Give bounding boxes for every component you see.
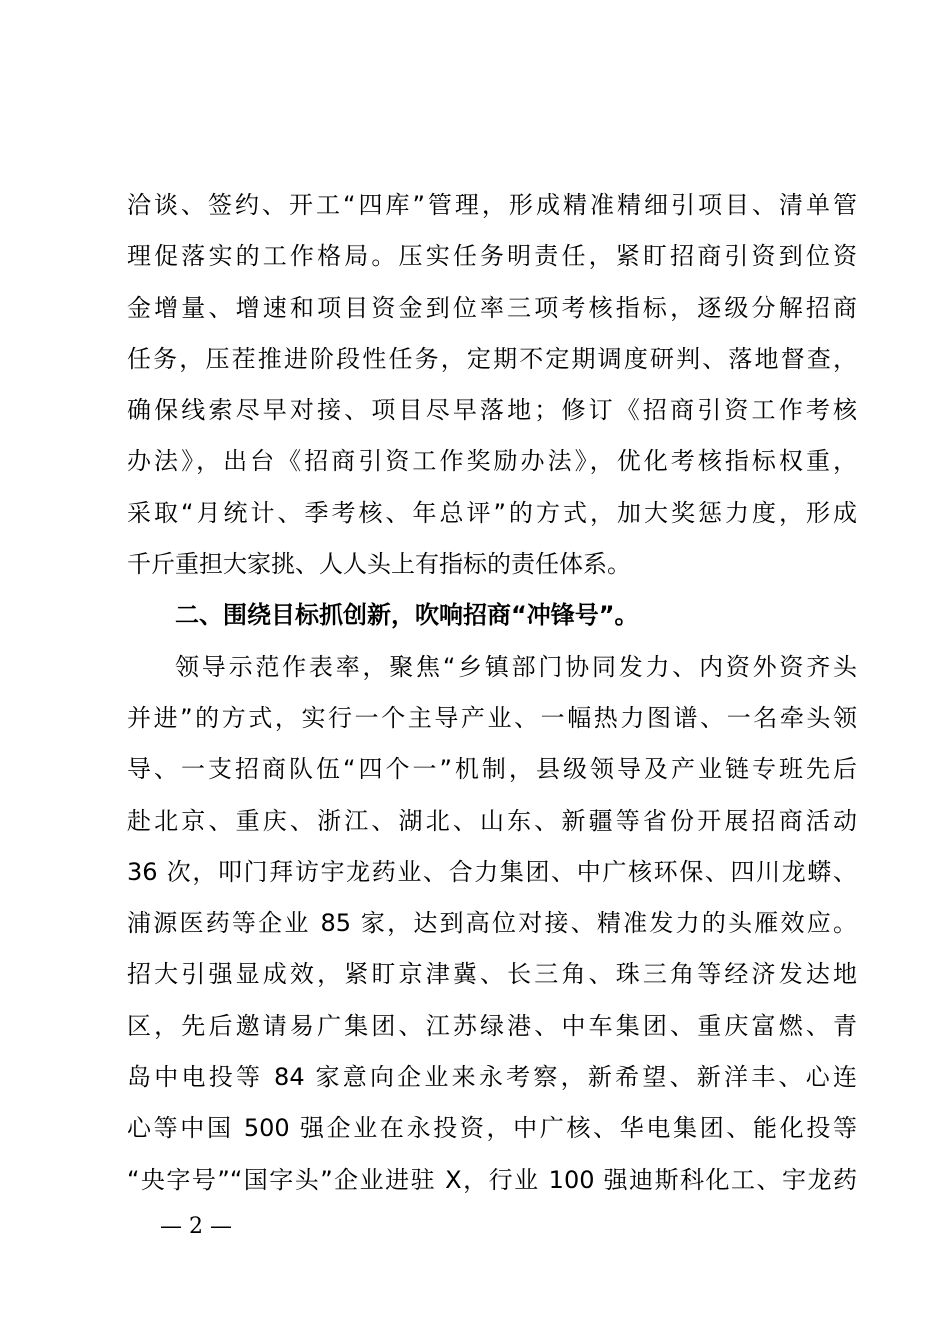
paragraph-line: 金增量、增速和项目资金到位率三项考核指标，逐级分解招商 <box>127 293 857 322</box>
paragraph-line: 领导示范作表率，聚焦“乡镇部门协同发力、内资外资齐头 <box>175 652 857 681</box>
paragraph-line: “央字号”“国字头”企业进驻 X，行业 100 强迪斯科化工、宇龙药 <box>127 1165 857 1194</box>
paragraph-line: 办法》，出台《招商引资工作奖励办法》，优化考核指标权重， <box>127 447 857 476</box>
paragraph-line: 洽谈、签约、开工“四库”管理，形成精准精细引项目、清单管 <box>127 191 857 219</box>
paragraph-line: 浦源医药等企业 85 家，达到高位对接、精准发力的头雁效应。 <box>127 909 857 938</box>
paragraph-line: 区，先后邀请易广集团、江苏绿港、中车集团、重庆富燃、青 <box>127 1011 857 1040</box>
paragraph-line: 并进”的方式，实行一个主导产业、一幅热力图谱、一名牵头领 <box>127 703 857 732</box>
paragraph-line: 千斤重担大家挑、人人头上有指标的责任体系。 <box>127 550 631 579</box>
body-text <box>127 180 857 1206</box>
paragraph-line: 招大引强显成效，紧盯京津冀、长三角、珠三角等经济发达地 <box>127 960 857 989</box>
paragraph-line: 任务，压茬推进阶段性任务，定期不定期调度研判、落地督查， <box>127 344 857 373</box>
paragraph-line: 理促落实的工作格局。压实任务明责任，紧盯招商引资到位资 <box>127 242 857 271</box>
section-heading: 二、围绕目标抓创新，吹响招商“冲锋号”。 <box>175 601 639 630</box>
paragraph-line: 36 次，叩门拜访宇龙药业、合力集团、中广核环保、四川龙蟒、 <box>127 857 857 886</box>
paragraph-line: 导、一支招商队伍“四个一”机制，县级领导及产业链专班先后 <box>127 755 857 784</box>
paragraph-line: 确保线索尽早对接、项目尽早落地；修订《招商引资工作考核 <box>127 396 857 425</box>
paragraph-line: 心等中国 500 强企业在永投资，中广核、华电集团、能化投等 <box>127 1114 857 1143</box>
page-number: — 2 — <box>160 1214 232 1239</box>
paragraph-line: 岛中电投等 84 家意向企业来永考察，新希望、新洋丰、心连 <box>127 1063 857 1092</box>
paragraph-line: 采取“月统计、季考核、年总评”的方式，加大奖惩力度，形成 <box>127 498 857 527</box>
paragraph-line: 赴北京、重庆、浙江、湖北、山东、新疆等省份开展招商活动 <box>127 806 857 835</box>
